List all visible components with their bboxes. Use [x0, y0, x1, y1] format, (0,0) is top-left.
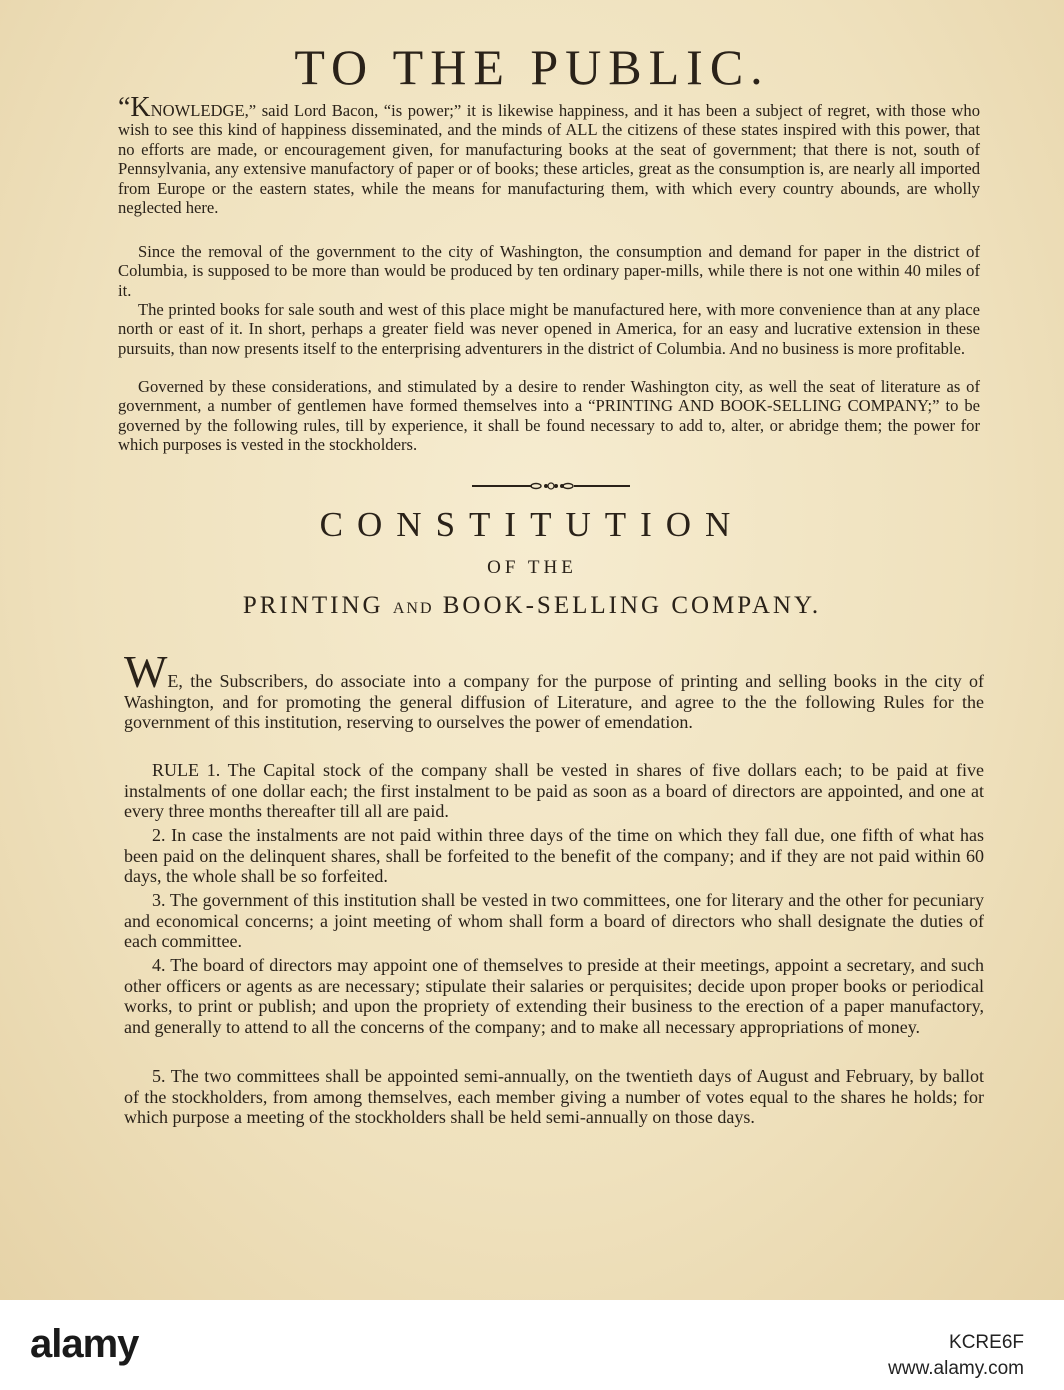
intro-paragraph-3: The printed books for sale south and west of this place might be manufactured here, with more convenience than at any place north or east of it. In short, perhaps a greater field was never opened in America, for an easy and lucrative extension in these pursuits, than now presents itself to the enterprising adventurers in the district of Columbia. And no business is more profitable. — [118, 300, 980, 358]
company-heading-and: AND — [392, 600, 434, 617]
company-heading-part1: PRINTING — [242, 592, 384, 619]
intro-paragraph-2: Since the removal of the government to the city of Washington, the consumption and demand for paper in the district of Columbia, is supposed to be more than would be produced by ten ordinary paper-mills, while there is not one within 40 miles of it. — [118, 242, 980, 300]
drop-cap: “K — [118, 92, 151, 123]
rule-1: RULE 1. The Capital stock of the company shall be vested in shares of five dollars each; to be paid at five instalments of one dollar each; the first instalment to be paid as soon as a board of directors are appointed, and one at every three months thereafter till all are paid. — [124, 760, 984, 821]
intro-paragraph-1-text: NOWLEDGE,” said Lord Bacon, “is power;” it is likewise happiness, and it has been a subject of regret, with those who wish to see this kind of happiness disseminated, and the minds of ALL the citizens of these states inspired with this power, that no efforts are made, or encouragement given, for manufacturing books at the seat of government; that there is not, south of Pennsylvania, any extensive manufactory of paper or of books; these articles, great as the consumption is, are nearly all imported from Europe or the eastern states, while the means for manufacturing them, with which every country abounds, are wholly neglected here. — [118, 101, 980, 218]
company-heading — [0, 592, 1064, 620]
rule-5: 5. The two committees shall be appointed semi-annually, on the twentieth days of August and February, by ballot of the stockholders, from among themselves, each member giving a number of votes equal to the shares he holds; for which purpose a meeting of the stockholders shall be held semi-annually on those days. — [124, 1066, 984, 1127]
rule-3: 3. The government of this institution shall be vested in two committees, one for literary and the other for pecuniary and economical concerns; a joint meeting of whom shall form a board of directors who shall designate the duties of each committee. — [124, 890, 984, 951]
constitution-heading: CONSTITUTION — [319, 505, 745, 544]
watermark-image-id: KCRE6F — [949, 1332, 1024, 1353]
rule-2: 2. In case the instalments are not paid within three days of the time on which they fall due, one fifth of what has been paid on the delinquent shares, shall be forfeited to the benefit of the company; and if they are not paid within 60 days, the whole shall be so forfeited. — [124, 825, 984, 886]
page-title: TO THE PUBLIC. — [294, 39, 770, 95]
constitution-preamble — [124, 646, 984, 733]
intro-paragraph-1 — [118, 92, 980, 218]
watermark-url: www.alamy.com — [888, 1358, 1024, 1379]
rule-4: 4. The board of directors may appoint one of themselves to preside at their meetings, appoint a secretary, and such other officers or agents as are necessary; stipulate their salaries or perquisites; decide upon proper books or periodical works, to print or publish; and upon the propriety of extending their business to the erection of a paper manufactory, and generally to attend to all the concerns of the company; and to make all necessary appropriations of money. — [124, 955, 984, 1037]
ornamental-divider — [470, 480, 632, 492]
drop-cap-w: W — [124, 646, 168, 697]
constitution-preamble-text: E, the Subscribers, do associate into a company for the purpose of printing and selling books in the city of Washington, and for promoting the general diffusion of Literature, and agree to the the following Rules for the government of this institution, reserving to ourselves the power of emendation. — [124, 671, 984, 732]
of-the-subheading: OF THE — [487, 557, 577, 578]
company-heading-part2: BOOK-SELLING COMPANY. — [442, 592, 822, 619]
intro-paragraph-4: Governed by these considerations, and stimulated by a desire to render Washington city, as well the seat of literature as of government, a number of gentlemen have formed themselves into a “PRINTING AND BOOK-SELLING COMPANY;” to be governed by the following rules, till by experience, it shall be found necessary to add to, alter, or abridge them; the power for which purposes is vested in the stockholders. — [118, 377, 980, 455]
watermark-logo: alamy — [30, 1322, 139, 1366]
